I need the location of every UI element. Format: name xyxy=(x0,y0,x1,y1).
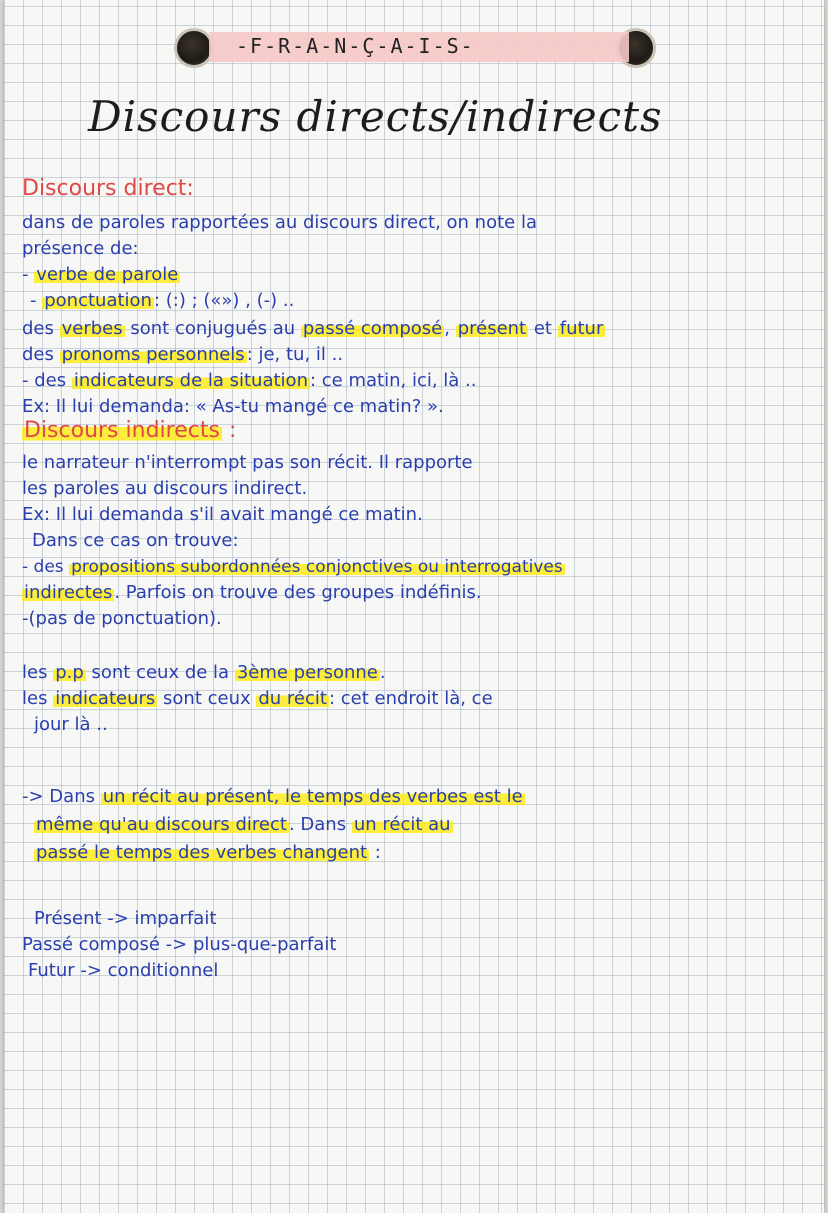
indirect-line-8 xyxy=(22,688,493,710)
indirect-line-4 xyxy=(22,556,565,578)
indirect-line-5 xyxy=(22,582,482,604)
text: : ce matin, ici, là .. xyxy=(309,370,477,391)
text: des xyxy=(22,344,54,365)
highlight-recit-au: un récit au xyxy=(353,814,451,835)
dash: - xyxy=(30,290,37,311)
highlight-propositions: propositions subordonnées conjonctives ou interrogatives xyxy=(71,557,563,577)
direct-line-1: dans de paroles rapportées au discours direct, on note la xyxy=(22,212,537,233)
indirect-line-3: Dans ce cas on trouve: xyxy=(32,530,239,551)
indirect-line-1: le narrateur n'interrompt pas son récit. Il rapporte xyxy=(22,452,473,473)
direct-line-5 xyxy=(22,318,605,340)
text: des xyxy=(22,318,54,339)
binder-hole-left xyxy=(174,28,214,68)
highlight-verbes: verbes xyxy=(61,318,123,339)
text: - des xyxy=(22,370,67,391)
indirect-line-9: jour là .. xyxy=(34,714,108,735)
indirect-line-7 xyxy=(22,662,386,684)
highlight-indicateurs: indicateurs de la situation xyxy=(73,370,308,391)
indirect-example: Ex: Il lui demanda s'il avait mangé ce matin. xyxy=(22,504,423,525)
highlight-present: présent xyxy=(457,318,527,339)
arrow-text: -> Dans xyxy=(22,786,95,807)
subject-header: -F-R-A-N-Ç-A-I-S- xyxy=(236,34,475,58)
highlight-verbe-parole: verbe de parole xyxy=(36,264,179,285)
highlight-pronoms: pronoms personnels xyxy=(61,344,245,365)
text: sont ceux xyxy=(163,688,251,709)
note-line-2 xyxy=(34,814,453,836)
text: . Parfois on trouve des groupes indéfinis. xyxy=(114,582,482,603)
conversion-present: Présent -> imparfait xyxy=(34,908,217,929)
text: les xyxy=(22,688,48,709)
text: et xyxy=(533,318,552,339)
highlight-futur: futur xyxy=(559,318,604,339)
highlight-3eme-personne: 3ème personne xyxy=(236,662,378,683)
indirect-line-6: -(pas de ponctuation). xyxy=(22,608,222,629)
highlight-passe-changent: passé le temps des verbes changent xyxy=(36,842,368,863)
text: les xyxy=(22,662,48,683)
highlight-meme-discours: même qu'au discours direct xyxy=(36,814,287,835)
conversion-passe-compose: Passé composé -> plus-que-parfait xyxy=(22,934,337,955)
highlight-passe-compose: passé composé xyxy=(302,318,443,339)
notebook-page xyxy=(4,0,824,1213)
highlight-ponctuation: ponctuation xyxy=(44,290,152,311)
dash: - xyxy=(22,264,29,285)
text: - des xyxy=(22,557,64,577)
page-title: Discours directs/indirects xyxy=(88,92,663,141)
direct-line-6 xyxy=(22,344,343,366)
note-line-1 xyxy=(22,786,525,808)
highlight-du-recit: du récit xyxy=(258,688,327,709)
section-heading-direct: Discours direct: xyxy=(22,176,194,201)
section-heading-indirect xyxy=(22,420,236,442)
highlight-pp: p.p xyxy=(55,662,84,683)
direct-line-7 xyxy=(22,370,476,392)
text: . xyxy=(379,662,386,683)
heading-text: Discours indirects xyxy=(24,418,220,443)
ponctuation-list: : (:) ; («») , (-) .. xyxy=(153,290,295,311)
direct-line-4 xyxy=(30,290,294,312)
indirect-line-2: les paroles au discours indirect. xyxy=(22,478,308,499)
heading-colon: : xyxy=(228,418,237,443)
direct-line-2: présence de: xyxy=(22,238,139,259)
text: . Dans xyxy=(288,814,347,835)
text: : xyxy=(374,842,381,863)
text: sont ceux de la xyxy=(91,662,230,683)
highlight-indirectes: indirectes xyxy=(24,582,113,603)
direct-line-3 xyxy=(22,264,180,286)
text: : cet endroit là, ce xyxy=(328,688,493,709)
text: sont conjugués au xyxy=(130,318,296,339)
highlight-indicateurs-recit: indicateurs xyxy=(55,688,156,709)
text: : je, tu, il .. xyxy=(246,344,344,365)
conversion-futur: Futur -> conditionnel xyxy=(28,960,219,981)
note-line-3 xyxy=(34,842,381,864)
text: , xyxy=(444,318,450,339)
highlight-recit-present: un récit au présent, le temps des verbes est le xyxy=(102,786,523,807)
direct-example: Ex: Il lui demanda: « As-tu mangé ce matin? ». xyxy=(22,396,444,417)
